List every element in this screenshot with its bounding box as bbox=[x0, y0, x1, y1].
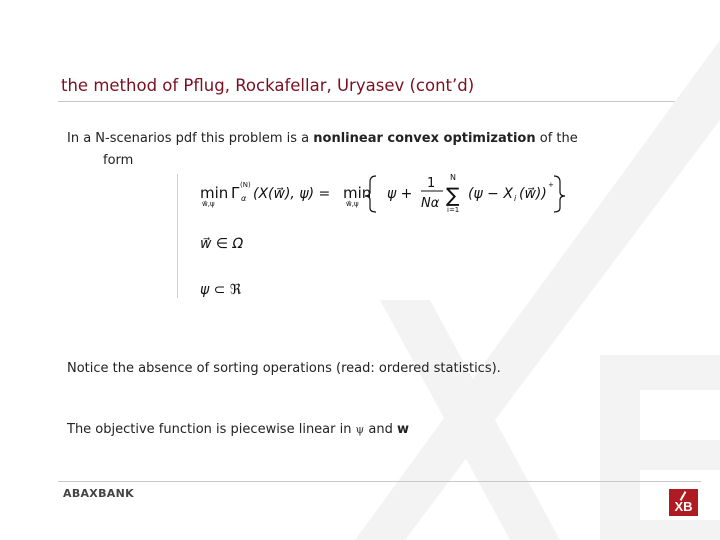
formula-plus-sup: + bbox=[548, 181, 554, 189]
formula-term-psi: ψ + bbox=[387, 186, 413, 202]
formula-gamma-sup: (N) bbox=[240, 181, 251, 189]
abaxbank-logo: ABAXBANK bbox=[63, 487, 134, 500]
intro-continuation: form bbox=[103, 153, 134, 168]
formula-frac-num: 1 bbox=[427, 176, 436, 191]
intro-bold: nonlinear convex optimization bbox=[313, 131, 536, 146]
formula-frac-den: Nα bbox=[421, 196, 440, 211]
xb-logo-icon bbox=[669, 489, 698, 516]
objective-w: w bbox=[397, 422, 410, 437]
formula-min-sub-1: w⃗,ψ bbox=[202, 200, 215, 208]
formula-block bbox=[170, 168, 570, 300]
formula-sum-sym: ∑ bbox=[446, 183, 460, 207]
formula-constraint-w: w⃗ ∈ Ω bbox=[200, 236, 244, 252]
intro-end: of the bbox=[539, 131, 578, 146]
formula-sum-bot: i=1 bbox=[447, 206, 460, 214]
xb-logo-text: XB bbox=[674, 499, 693, 514]
formula-sum-body-sub: i bbox=[514, 194, 517, 203]
title-divider bbox=[58, 101, 675, 102]
formula-sum-body-end: (w⃗)) bbox=[519, 186, 547, 202]
objective-paragraph bbox=[67, 422, 409, 437]
footer-divider bbox=[58, 481, 701, 482]
formula-min-sub-2: w⃗,ψ bbox=[346, 200, 359, 208]
formula-gamma-sub: α bbox=[241, 194, 247, 203]
objective-psi: ψ bbox=[355, 423, 365, 436]
intro-paragraph bbox=[67, 128, 667, 172]
formula-constraint-psi: ψ ⊂ ℜ bbox=[200, 282, 242, 298]
notice-text: Notice the absence of sorting operations (read: ordered statistics). bbox=[67, 361, 501, 376]
slide-title: the method of Pflug, Rockafellar, Uryasev (cont’d) bbox=[61, 76, 475, 95]
formula-sum-body: (ψ − X bbox=[468, 186, 513, 202]
formula-svg bbox=[170, 168, 570, 300]
formula-min-2: min bbox=[343, 184, 372, 202]
formula-gamma: Γ bbox=[231, 184, 240, 202]
objective-text: The objective function is piecewise linear in bbox=[67, 422, 352, 437]
intro-text: In a N-scenarios pdf this problem is a bbox=[67, 131, 310, 146]
formula-sum-top: N bbox=[450, 173, 456, 182]
objective-and: and bbox=[368, 422, 393, 437]
formula-right-brace bbox=[554, 176, 565, 212]
formula-args: (X(w⃗), ψ) = bbox=[253, 186, 331, 202]
formula-min-1: min bbox=[200, 184, 229, 202]
